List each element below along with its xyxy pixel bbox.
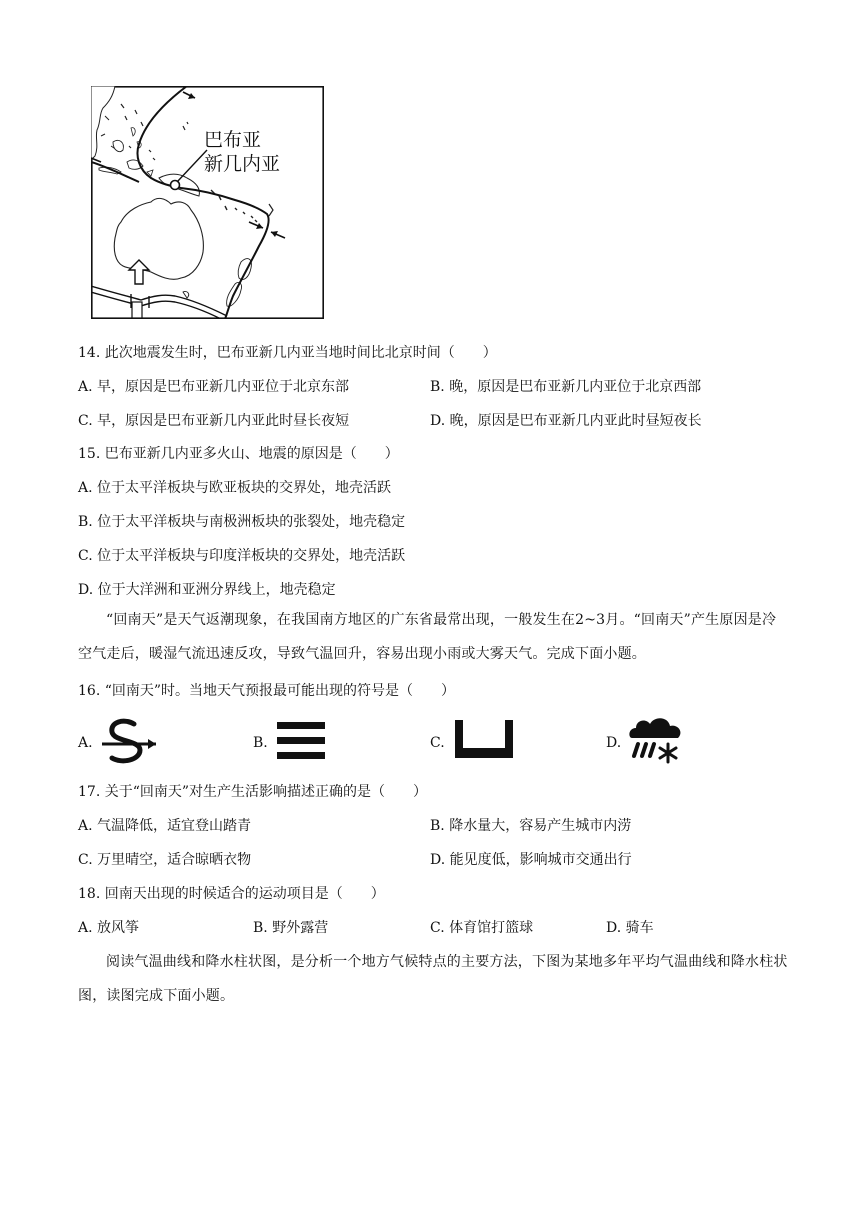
q15-option-b[interactable]: B. 位于太平洋板块与南极洲板块的张裂处，地壳稳定 — [78, 514, 406, 530]
q18-option-c[interactable]: C. 体育馆打篮球 — [430, 920, 534, 936]
q14-option-a[interactable]: A. 早，原因是巴布亚新几内亚位于北京东部 — [78, 379, 350, 395]
q16-stem: 16. “回南天”时。当地天气预报最可能出现的符号是（ ） — [78, 683, 456, 699]
passage-climate-chart: 阅读气温曲线和降水柱状图，是分析一个地方气候特点的主要方法，下图为某地多年平均气温曲线和降水柱状图，读图完成下面小题。 — [78, 954, 788, 1004]
q14-option-d[interactable]: D. 晚，原因是巴布亚新几内亚此时昼短夜长 — [430, 413, 702, 429]
q16-option-b[interactable]: B. — [253, 735, 268, 751]
q18-option-a[interactable]: A. 放风筝 — [78, 920, 140, 936]
sandstorm-icon — [100, 716, 164, 768]
q15-stem: 15. 巴布亚新几内亚多火山、地震的原因是（ ） — [78, 446, 399, 462]
q15-option-d[interactable]: D. 位于大洋洲和亚洲分界线上，地壳稳定 — [78, 582, 336, 598]
q15-option-c[interactable]: C. 位于太平洋板块与印度洋板块的交界处，地壳活跃 — [78, 548, 406, 564]
plate-boundary-map — [91, 86, 324, 319]
q18-stem: 18. 回南天出现的时候适合的运动项目是（ ） — [78, 886, 385, 902]
map-label-line2: 新几内亚 — [204, 154, 281, 175]
sleet-icon — [452, 718, 516, 762]
q17-option-b[interactable]: B. 降水量大，容易产生城市内涝 — [430, 818, 632, 834]
q14-stem: 14. 此次地震发生时，巴布亚新几内亚当地时间比北京时间（ ） — [78, 345, 497, 361]
q16-option-d[interactable]: D. — [606, 735, 622, 751]
q14-option-c[interactable]: C. 早，原因是巴布亚新几内亚此时昼长夜短 — [78, 413, 350, 429]
q15-option-a[interactable]: A. 位于太平洋板块与欧亚板块的交界处，地壳活跃 — [78, 480, 392, 496]
q17-option-d[interactable]: D. 能见度低，影响城市交通出行 — [430, 852, 632, 868]
q16-option-a[interactable]: A. — [78, 735, 93, 751]
passage-huinantian: “回南天”是天气返潮现象，在我国南方地区的广东省最常出现，一般发生在2~3月。“回南天”产生原因是冷空气走后，暖湿气流迅速反攻，导致气温回升，容易出现小雨或大雾天气。完成下面小题。 — [78, 612, 777, 662]
q14-option-b[interactable]: B. 晚，原因是巴布亚新几内亚位于北京西部 — [430, 379, 702, 395]
q17-option-a[interactable]: A. 气温降低，适宜登山踏青 — [78, 818, 252, 834]
q17-option-c[interactable]: C. 万里晴空，适合晾晒衣物 — [78, 852, 252, 868]
q18-option-d[interactable]: D. 骑车 — [606, 920, 654, 936]
rain-snow-icon — [626, 712, 686, 768]
map-label-line1: 巴布亚 — [204, 130, 262, 151]
q17-stem: 17. 关于“回南天”对生产生活影响描述正确的是（ ） — [78, 784, 428, 800]
fog-icon — [276, 718, 328, 766]
q16-option-c[interactable]: C. — [430, 735, 445, 751]
q18-option-b[interactable]: B. 野外露营 — [253, 920, 329, 936]
